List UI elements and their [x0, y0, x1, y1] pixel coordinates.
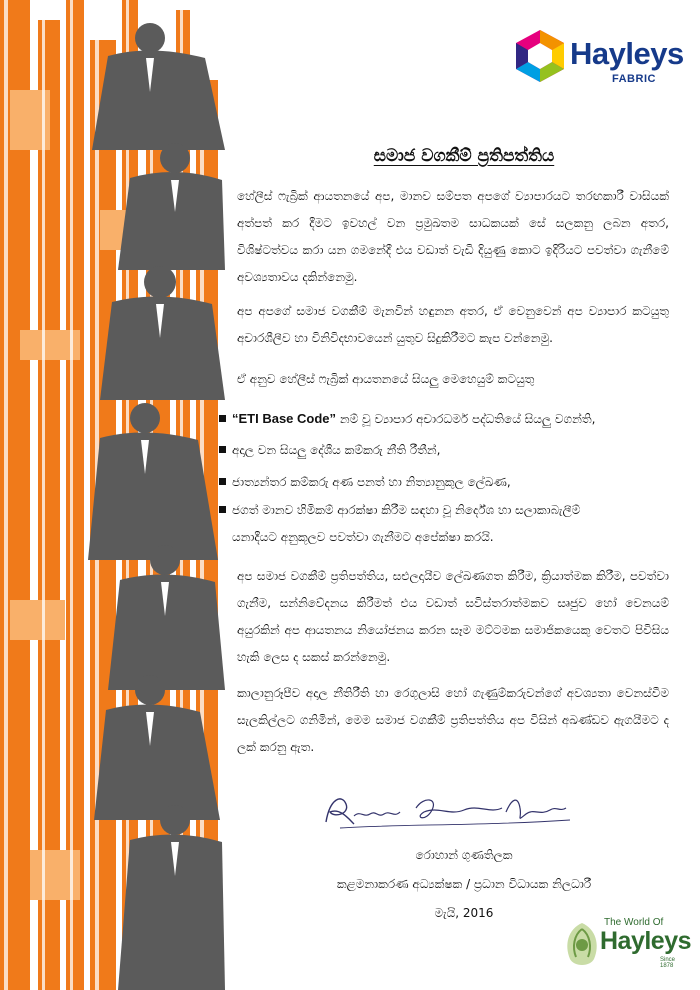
bullet-icon — [219, 506, 226, 513]
footer-logo-brand: Hayleys — [600, 927, 692, 955]
paragraph-5: කාලානුරූපීව අදාල නීතිරීති හා රෙගුලාසි හෝ ගැණුම්කරුවන්ගේ අවශ්‍යතා වෙනස්වීම සැලකිල්ලට ගනිමින්, මෙම සමාජ වගකීම් ප්‍රතිපත්තිය අප විසින් අඛණ්ඩව ඇගයීමට ද ලක් කරනු ඇත. — [237, 686, 669, 754]
hayleys-fabric-logo — [512, 28, 682, 88]
signatory-name: රොහාන් ගුණතිලක — [415, 848, 513, 862]
document-title: සමාජ වගකීම් ප්‍රතිපත්තිය — [373, 146, 555, 166]
bullet-item-1 — [219, 405, 669, 433]
bullet-icon — [219, 446, 226, 453]
footer-logo-since: Since 1878 — [660, 957, 676, 969]
eti-base-code-label: “ETI Base Code” — [232, 411, 337, 426]
bullet-icon — [219, 478, 226, 485]
paragraph-3: ඒ අනුව හේලීස් ෆැබ්‍රික් ආයතනයේ සියලු මෙහෙයුම් කටයුතු — [237, 372, 535, 386]
brand-name: Hayleys — [570, 36, 684, 71]
footer-logo-prefix: The World Of — [604, 917, 664, 928]
paragraph-1: හේලීස් ෆැබ්‍රික් ආයතනයේ අප, මානව සම්පත අපගේ ව්‍යාපාරයට තරඟකාරී වාසියක් අත්පත් කර දීමට ඉවහල් වන ප්‍රමුඛතම සාධකයක් සේ සලකනු ලබන අතර, විශිෂ්ටත්වය කරා යන ගමනේදී එය වඩාත් වැඩි දියුණු කොට ඉදිරියට පවත්වා ගැනීමේ අවශ්‍යතාවය දකින්නෙමු. — [237, 189, 669, 284]
bullet-item-4 — [219, 497, 669, 551]
world-of-hayleys-logo — [560, 915, 692, 977]
handwritten-signature — [320, 788, 575, 834]
hexagon-logo-icon — [512, 28, 568, 84]
paragraph-2: අප අපගේ සමාජ වගකීම් මැනවින් හඳුනන අතර, ඒ වෙනුවෙන් අප ව්‍යාපාර කටයුතු අචාරශීලීව හා විනිවිදභාවයෙන් යුතුව සිදුකිරීමට කැප වන්නෙමු. — [237, 304, 669, 345]
bullet-text-continued: යනාදීයට අනුකූලව පවත්වා ගැනීමට අපේක්ෂා කරයි. — [232, 530, 494, 544]
bullet-text: ජාත්‍යන්තර කම්කරු අණ පනත් හා නිත්‍යානුකුල ලේඛණ, — [232, 475, 511, 489]
brand-subtitle: FABRIC — [612, 73, 656, 85]
document-date: මැයි, 2016 — [434, 906, 494, 920]
paragraph-4: අප සමාජ වගකීම් ප්‍රතිපත්තිය, සළුලදායීව ලේඛණගත කිරීම, ක්‍රියාත්මක කිරීම, පවත්වා ගැනීම, සන්නිවේදනය කිරීමත් එය වඩාත් සවිස්තරාත්මකව සෘජුව හෝ වෙනයම් අයුරකින් අප ආයතනය නියෝජනය කරන සෑම මට්ටමක සමාජිකයෙකු වෙතට පිවිසිය හැකි ලෙස ද සකස් කරන්නෙමු. — [237, 569, 669, 664]
business-silhouettes-artwork — [0, 0, 225, 990]
wreath-emblem-icon — [560, 919, 604, 971]
bullet-text: අදාල වන සියලු දේශීය කම්කරු නීති රීතීන්, — [232, 443, 441, 457]
signatory-role: කළමනාකරණ අධ්‍යක්ෂක / ප්‍රධාන විධායක නිලධාරී — [336, 877, 592, 891]
bullet-icon — [219, 415, 226, 422]
bullet-item-2 — [219, 437, 669, 464]
bullet-item-3 — [219, 469, 669, 496]
bullet-text: නම් වූ ව්‍යාපාර අචාරධර්ම පද්ධතියේ සියලු වගන්ති, — [336, 412, 596, 426]
bullet-text: ජගත් මානව හිමිකම් ආරක්ෂා කිරීම සඳහා වූ නිර්දේශ හා සලාකාබැලීම් — [232, 503, 581, 517]
